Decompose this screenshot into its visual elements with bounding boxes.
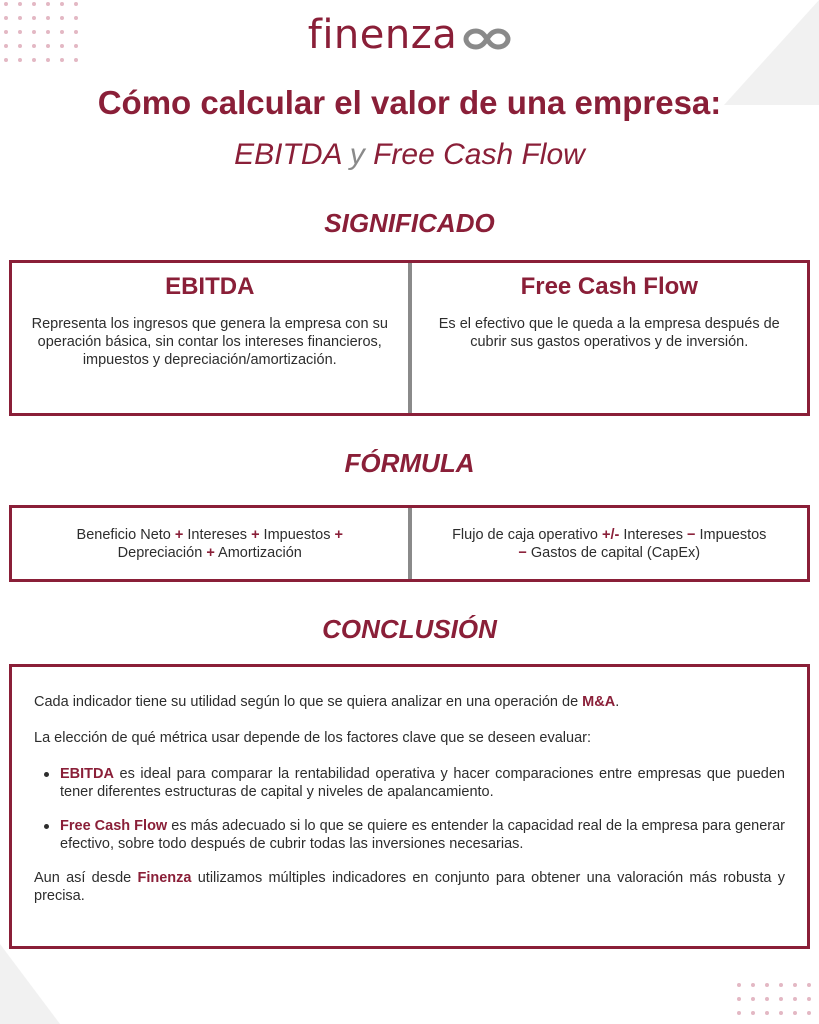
formula-term: Impuestos [695, 526, 767, 543]
significado-box [9, 260, 810, 416]
conclusion-content [12, 667, 807, 905]
formula-operator: +/- [602, 526, 620, 543]
formula-operator: − [518, 544, 527, 561]
page-subtitle [0, 138, 819, 172]
formula-term: Impuestos [259, 526, 335, 543]
section-heading-conclusion: CONCLUSIÓN [322, 614, 497, 644]
conclusion-paragraph-2: La elección de qué métrica usar depende de los factores clave que se deseen evaluar: [34, 730, 591, 746]
formula-ebitda [12, 508, 408, 579]
formula-operator: − [687, 526, 696, 543]
list-item-ebitda [34, 765, 785, 801]
conclusion-list [34, 765, 785, 853]
highlight-finenza: Finenza [137, 870, 192, 886]
subtitle-join: y [349, 138, 365, 171]
formula-operator: + [174, 526, 184, 543]
formula-term: Beneficio Neto [76, 526, 175, 543]
brand-name: finenza [307, 12, 458, 58]
significado-ebitda [12, 263, 408, 413]
formula-term: Flujo de caja operativo [452, 526, 602, 543]
fcf-title: Free Cash Flow [520, 273, 698, 300]
fcf-formula [444, 526, 774, 562]
list-item-fcf [34, 817, 785, 853]
conclusion-paragraph-1 [34, 693, 785, 711]
paragraph-text: utilizamos múltiples indicadores en conjunto para obtener una valoración más robusta y precisa. [34, 870, 785, 904]
dot-pattern-bottom-right [737, 983, 819, 1024]
ebitda-title: EBITDA [165, 273, 255, 300]
conclusion-box [9, 664, 810, 949]
section-heading-formula: FÓRMULA [344, 448, 475, 478]
highlight-fcf: Free Cash Flow [60, 818, 168, 834]
brand-logo [0, 12, 819, 58]
ebitda-formula [69, 526, 351, 562]
formula-operator: + [251, 526, 260, 543]
infinity-icon [463, 26, 511, 52]
significado-fcf [412, 263, 808, 413]
fcf-description: Es el efectivo que le queda a la empresa después de cubrir sus gastos operativos y de inversión. [438, 316, 780, 350]
formula-term: Intereses [183, 526, 252, 543]
list-item-text: es ideal para comparar la rentabilidad operativa y hacer comparaciones entre empresas que pueden tener diferentes estructuras de capital y niveles de apalancamiento. [60, 766, 785, 800]
page-title: Cómo calcular el valor de una empresa: [97, 84, 722, 121]
paragraph-text: . [615, 694, 620, 710]
subtitle-ebitda: EBITDA [234, 138, 342, 171]
conclusion-paragraph-3 [34, 869, 785, 905]
formula-term: Amortización [214, 544, 302, 561]
paragraph-text: Aun así desde [34, 870, 138, 886]
formula-box [9, 505, 810, 582]
formula-term: Intereses [619, 526, 688, 543]
formula-term: Gastos de capital (CapEx) [526, 544, 701, 561]
formula-operator: + [206, 544, 215, 561]
paragraph-text: Cada indicador tiene su utilidad según lo que se quiera analizar en una operación de [34, 694, 583, 710]
section-heading-significado: SIGNIFICADO [324, 208, 495, 238]
formula-term: Depreciación [117, 544, 207, 561]
highlight-ma: M&A [582, 694, 616, 710]
ebitda-description: Representa los ingresos que genera la empresa con su operación básica, sin contar los intereses financieros, impuestos y depreciación/amortización. [31, 316, 388, 368]
formula-operator: + [334, 526, 343, 543]
subtitle-fcf: Free Cash Flow [373, 138, 585, 171]
list-item-text: es más adecuado si lo que se quiere es entender la capacidad real de la empresa para generar efectivo, sobre todo después de cubrir todas las inversiones necesarias. [60, 818, 785, 852]
corner-decoration-bottom-left [0, 944, 60, 1024]
highlight-ebitda: EBITDA [60, 766, 114, 782]
formula-fcf [412, 508, 808, 579]
